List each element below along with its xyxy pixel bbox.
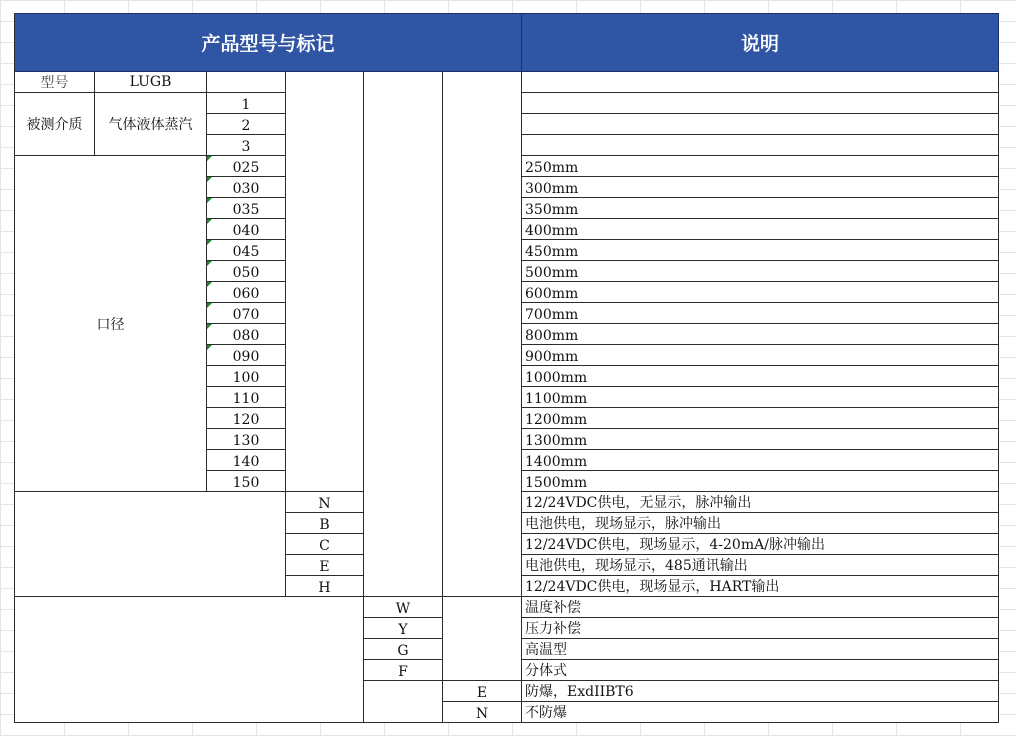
diameter-code[interactable]: 040 — [207, 219, 286, 240]
diameter-code[interactable]: 100 — [207, 366, 286, 387]
model-label[interactable]: 型号 — [14, 72, 95, 93]
comment-marker — [207, 156, 212, 161]
comment-marker — [207, 198, 212, 203]
diameter-code[interactable]: 060 — [207, 282, 286, 303]
comment-marker — [207, 282, 212, 287]
diameter-code[interactable]: 025 — [207, 156, 286, 177]
options-code[interactable]: Y — [364, 618, 443, 639]
diameter-code[interactable]: 090 — [207, 345, 286, 366]
explosion-code[interactable]: E — [443, 681, 522, 702]
output-code[interactable]: H — [286, 576, 364, 597]
description-cell[interactable]: 300mm — [522, 177, 999, 198]
medium-code[interactable]: 2 — [207, 114, 286, 135]
header-description[interactable]: 说明 — [522, 13, 999, 72]
description-cell[interactable]: 1200mm — [522, 408, 999, 429]
output-code[interactable]: B — [286, 513, 364, 534]
description-cell[interactable]: 高温型 — [522, 639, 999, 660]
model-code-blank[interactable] — [207, 72, 286, 93]
options-code[interactable]: W — [364, 597, 443, 618]
description-cell[interactable]: 12/24VDC供电，现场显示，4-20mA/脉冲输出 — [522, 534, 999, 555]
diameter-code[interactable]: 050 — [207, 261, 286, 282]
medium-value[interactable]: 气体液体蒸汽 — [95, 93, 207, 156]
description-cell[interactable]: 900mm — [522, 345, 999, 366]
diameter-code[interactable]: 045 — [207, 240, 286, 261]
description-cell[interactable]: 12/24VDC供电，无显示，脉冲输出 — [522, 492, 999, 513]
description-cell[interactable]: 700mm — [522, 303, 999, 324]
output-column-blank[interactable] — [286, 72, 364, 492]
description-cell[interactable]: 1100mm — [522, 387, 999, 408]
comment-marker — [207, 177, 212, 182]
description-cell[interactable]: 1300mm — [522, 429, 999, 450]
description-cell[interactable]: 压力补偿 — [522, 618, 999, 639]
description-cell-blank[interactable] — [522, 93, 999, 114]
description-cell-blank[interactable] — [522, 72, 999, 93]
options-merged-blank[interactable] — [14, 597, 364, 723]
diameter-code[interactable]: 120 — [207, 408, 286, 429]
description-cell[interactable]: 温度补偿 — [522, 597, 999, 618]
description-cell[interactable]: 1400mm — [522, 450, 999, 471]
description-cell[interactable]: 1500mm — [522, 471, 999, 492]
comment-marker — [207, 261, 212, 266]
diameter-code[interactable]: 035 — [207, 198, 286, 219]
description-cell[interactable]: 不防爆 — [522, 702, 999, 723]
description-cell-blank[interactable] — [522, 114, 999, 135]
description-cell[interactable]: 1000mm — [522, 366, 999, 387]
description-cell[interactable]: 防爆，ExdIIBT6 — [522, 681, 999, 702]
comment-marker — [207, 324, 212, 329]
explosion-column-blank[interactable] — [443, 72, 522, 597]
medium-label[interactable]: 被测介质 — [14, 93, 95, 156]
comment-marker — [207, 303, 212, 308]
spec-table — [14, 13, 999, 724]
diameter-code[interactable]: 130 — [207, 429, 286, 450]
description-cell[interactable]: 600mm — [522, 282, 999, 303]
description-cell-blank[interactable] — [522, 135, 999, 156]
description-cell[interactable]: 800mm — [522, 324, 999, 345]
diameter-code[interactable]: 110 — [207, 387, 286, 408]
diameter-code[interactable]: 070 — [207, 303, 286, 324]
description-cell[interactable]: 电池供电，现场显示，485通讯输出 — [522, 555, 999, 576]
description-cell[interactable]: 400mm — [522, 219, 999, 240]
explosion-code[interactable]: N — [443, 702, 522, 723]
options-column-blank[interactable] — [364, 72, 443, 597]
diameter-code[interactable]: 030 — [207, 177, 286, 198]
diameter-label[interactable]: 口径 — [14, 156, 207, 492]
diameter-code[interactable]: 150 — [207, 471, 286, 492]
description-cell[interactable]: 500mm — [522, 261, 999, 282]
model-value[interactable]: LUGB — [95, 72, 207, 93]
header-product-model[interactable]: 产品型号与标记 — [14, 13, 522, 72]
medium-code[interactable]: 1 — [207, 93, 286, 114]
comment-marker — [207, 240, 212, 245]
medium-code[interactable]: 3 — [207, 135, 286, 156]
description-cell[interactable]: 350mm — [522, 198, 999, 219]
options-code[interactable]: F — [364, 660, 443, 681]
output-code[interactable]: C — [286, 534, 364, 555]
description-cell[interactable]: 电池供电，现场显示，脉冲输出 — [522, 513, 999, 534]
output-merged-blank[interactable] — [14, 492, 286, 597]
options-code[interactable]: G — [364, 639, 443, 660]
description-cell[interactable]: 250mm — [522, 156, 999, 177]
diameter-code[interactable]: 080 — [207, 324, 286, 345]
output-code[interactable]: N — [286, 492, 364, 513]
description-cell[interactable]: 450mm — [522, 240, 999, 261]
description-cell[interactable]: 分体式 — [522, 660, 999, 681]
options-tail-blank[interactable] — [364, 681, 443, 723]
comment-marker — [207, 219, 212, 224]
description-cell[interactable]: 12/24VDC供电，现场显示，HART输出 — [522, 576, 999, 597]
diameter-code[interactable]: 140 — [207, 450, 286, 471]
comment-marker — [207, 345, 212, 350]
output-code[interactable]: E — [286, 555, 364, 576]
explosion-top-blank[interactable] — [443, 597, 522, 681]
